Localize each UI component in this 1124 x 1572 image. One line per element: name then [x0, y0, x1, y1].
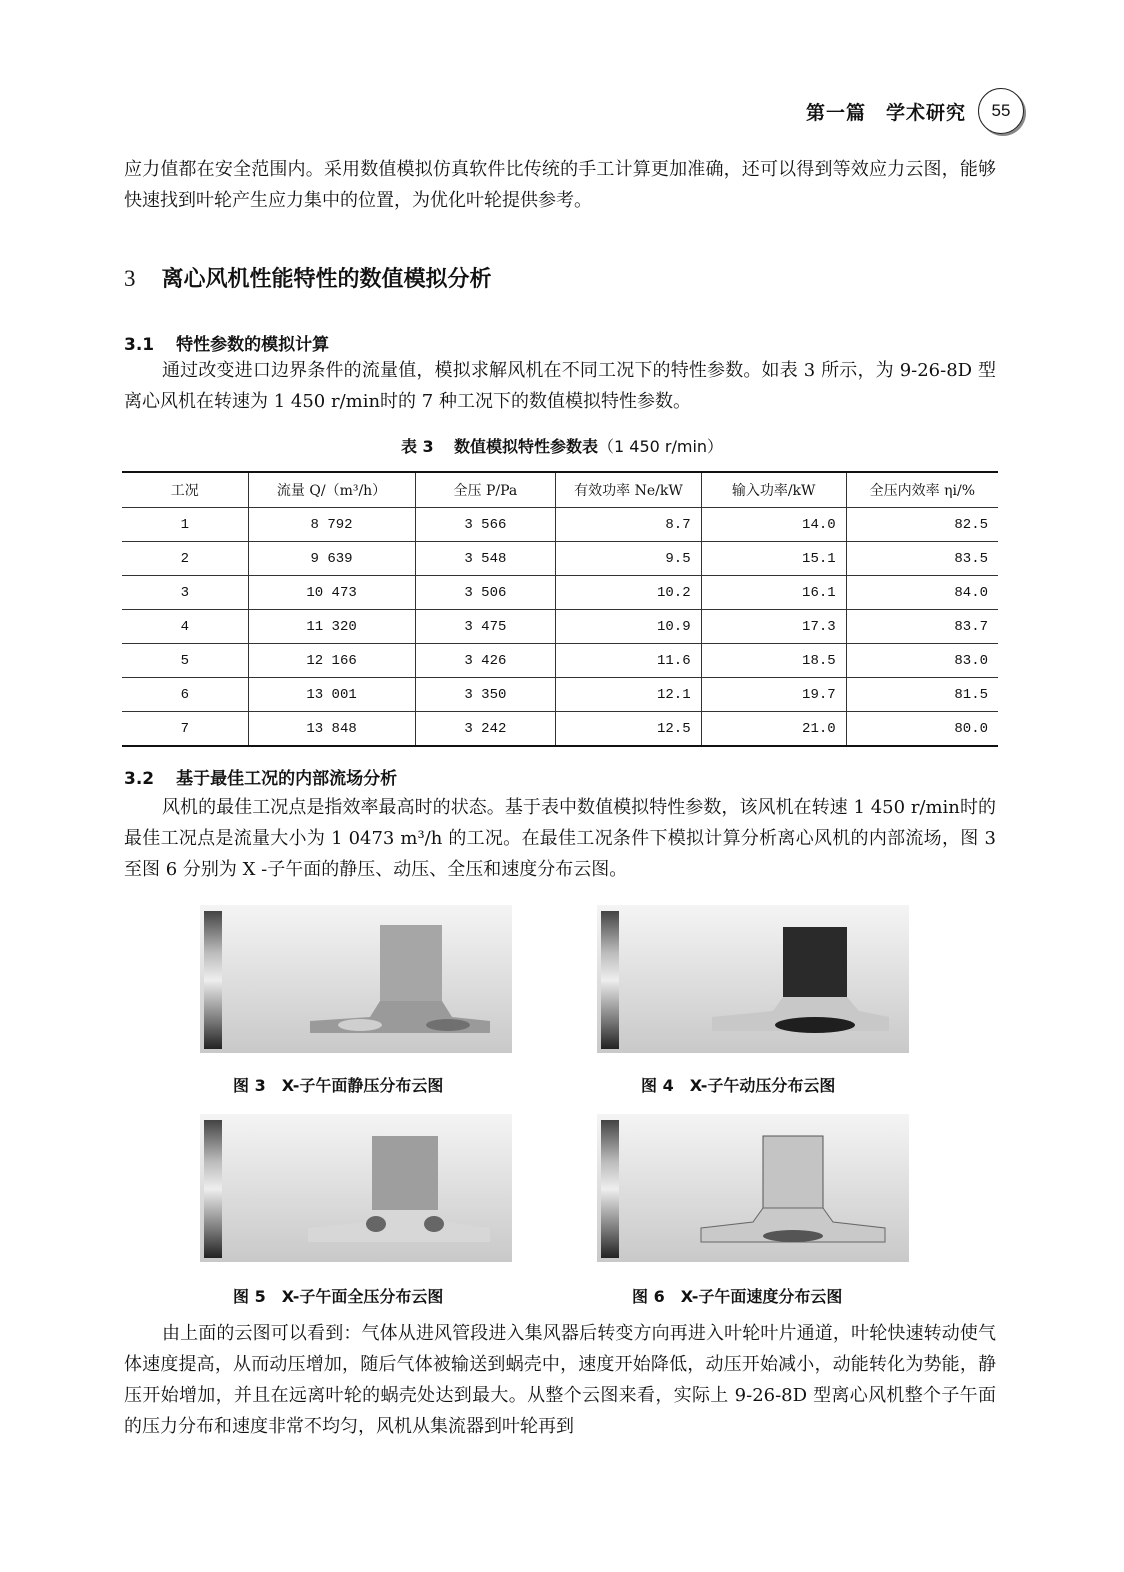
table-cell: 3 506 [415, 576, 556, 610]
table-cell: 3 548 [415, 542, 556, 576]
figure-4-dynamic-pressure [597, 905, 909, 1053]
table-cell: 1 [122, 508, 248, 542]
table-header-cell: 工况 [122, 472, 248, 508]
figure-title: X-子午面速度分布云图 [680, 1287, 843, 1306]
table-cell: 11.6 [556, 644, 701, 678]
table-cell: 13 001 [248, 678, 415, 712]
table-row [122, 644, 998, 678]
table-cell: 80.0 [846, 712, 998, 747]
table-cell: 16.1 [701, 576, 846, 610]
table-cell: 18.5 [701, 644, 846, 678]
table-cell: 10.9 [556, 610, 701, 644]
figure-title: X-子午面全压分布云图 [281, 1287, 444, 1306]
table-cell: 14.0 [701, 508, 846, 542]
table-cell: 3 350 [415, 678, 556, 712]
table-cell: 84.0 [846, 576, 998, 610]
table-cell: 11 320 [248, 610, 415, 644]
table-cell: 10 473 [248, 576, 415, 610]
table-cell: 13 848 [248, 712, 415, 747]
table-cell: 6 [122, 678, 248, 712]
subsection-heading-1 [124, 330, 329, 355]
part-title: 第一篇 学术研究 [805, 101, 966, 124]
subsection-number: 3.2 [124, 769, 155, 789]
table-title: 数值模拟特性参数表 [454, 437, 599, 456]
section-heading [124, 262, 492, 293]
subsection-title: 特性参数的模拟计算 [176, 335, 330, 355]
figure-number: 图 4 [641, 1076, 674, 1095]
figure-caption-5 [233, 1284, 443, 1307]
table-cell: 3 566 [415, 508, 556, 542]
subsection-title: 基于最佳工况的内部流场分析 [176, 769, 398, 789]
table-row [122, 576, 998, 610]
table-cell: 8 792 [248, 508, 415, 542]
figure-5-total-pressure [200, 1114, 512, 1262]
section-number: 3 [124, 266, 136, 291]
table-cell: 10.2 [556, 576, 701, 610]
table-cell: 19.7 [701, 678, 846, 712]
figure-number: 图 5 [233, 1287, 266, 1306]
table-row [122, 508, 998, 542]
figure-number: 图 3 [233, 1076, 266, 1095]
table-row [122, 712, 998, 747]
figure-3-static-pressure [200, 905, 512, 1053]
table-cell: 21.0 [701, 712, 846, 747]
subsection-heading-2 [124, 764, 397, 789]
table-header-cell: 全压 P/Pa [415, 472, 556, 508]
table-cell: 83.5 [846, 542, 998, 576]
table-cell: 3 426 [415, 644, 556, 678]
figure-number: 图 6 [632, 1287, 665, 1306]
table-cell: 5 [122, 644, 248, 678]
table-unit: （1 450 r/min） [598, 437, 724, 456]
table-label: 表 3 [400, 437, 434, 456]
table-cell: 17.3 [701, 610, 846, 644]
figure-title: X-子午动压分布云图 [689, 1076, 836, 1095]
section-title: 离心风机性能特性的数值模拟分析 [161, 267, 492, 292]
figure-caption-3 [233, 1073, 443, 1096]
table-header-cell: 流量 Q/（m³/h） [248, 472, 415, 508]
table-cell: 9 639 [248, 542, 415, 576]
table-cell: 12 166 [248, 644, 415, 678]
table-header-row [122, 472, 998, 508]
figure-title: X-子午面静压分布云图 [281, 1076, 444, 1095]
table-cell: 7 [122, 712, 248, 747]
table-cell: 82.5 [846, 508, 998, 542]
table-row [122, 678, 998, 712]
table-cell: 8.7 [556, 508, 701, 542]
table-cell: 12.5 [556, 712, 701, 747]
figure-caption-6 [632, 1284, 842, 1307]
table-header-cell: 全压内效率 ηi/% [846, 472, 998, 508]
figure-6-velocity [597, 1114, 909, 1262]
table-cell: 2 [122, 542, 248, 576]
table-header-cell: 输入功率/kW [701, 472, 846, 508]
table-cell: 9.5 [556, 542, 701, 576]
page-header [806, 88, 1024, 134]
paragraph-3: 由上面的云图可以看到：气体从进风管段进入集风器后转变方向再进入叶轮叶片通道，叶轮快速转动使气体速度提高，从而动压增加，随后气体被输送到蜗壳中，速度开始降低，动压开始减小，动能转化为势能，静压开始增加，并且在远离叶轮的蜗壳处达到最大。从整个云图来看，实际上 9-26-8D 型离心风机整个子午面的压力分布和速度非常不均匀，风机从集流器到叶轮再到 [124, 1323, 996, 1437]
table-header-cell: 有效功率 Ne/kW [556, 472, 701, 508]
table-cell: 12.1 [556, 678, 701, 712]
table-cell: 3 [122, 576, 248, 610]
table-cell: 81.5 [846, 678, 998, 712]
table-cell: 15.1 [701, 542, 846, 576]
table-row [122, 610, 998, 644]
figure-caption-4 [641, 1073, 835, 1096]
table-caption [0, 434, 1124, 457]
table-cell: 3 475 [415, 610, 556, 644]
page-number: 55 [978, 88, 1024, 134]
paragraph-2: 风机的最佳工况点是指效率最高时的状态。基于表中数值模拟特性参数，该风机在转速 1 450 r/min时的最佳工况点是流量大小为 1 0473 m³/h 的工况。在最佳工况条件下模拟计算分析离心风机的内部流场，图 3 至图 6 分别为 X -子午面的静压、动压、全压和速度分布云图。 [124, 797, 996, 880]
table-cell: 83.7 [846, 610, 998, 644]
table-cell: 83.0 [846, 644, 998, 678]
paragraph-1: 通过改变进口边界条件的流量值，模拟求解风机在不同工况下的特性参数。如表 3 所示，为 9-26-8D 型离心风机在转速为 1 450 r/min时的 7 种工况下的数值模拟特性参数。 [124, 360, 996, 412]
table-cell: 3 242 [415, 712, 556, 747]
table-cell: 4 [122, 610, 248, 644]
subsection-number: 3.1 [124, 335, 155, 355]
intro-paragraph: 应力值都在安全范围内。采用数值模拟仿真软件比传统的手工计算更加准确，还可以得到等效应力云图，能够快速找到叶轮产生应力集中的位置，为优化叶轮提供参考。 [124, 159, 996, 211]
table-row [122, 542, 998, 576]
parameter-table [122, 471, 998, 747]
